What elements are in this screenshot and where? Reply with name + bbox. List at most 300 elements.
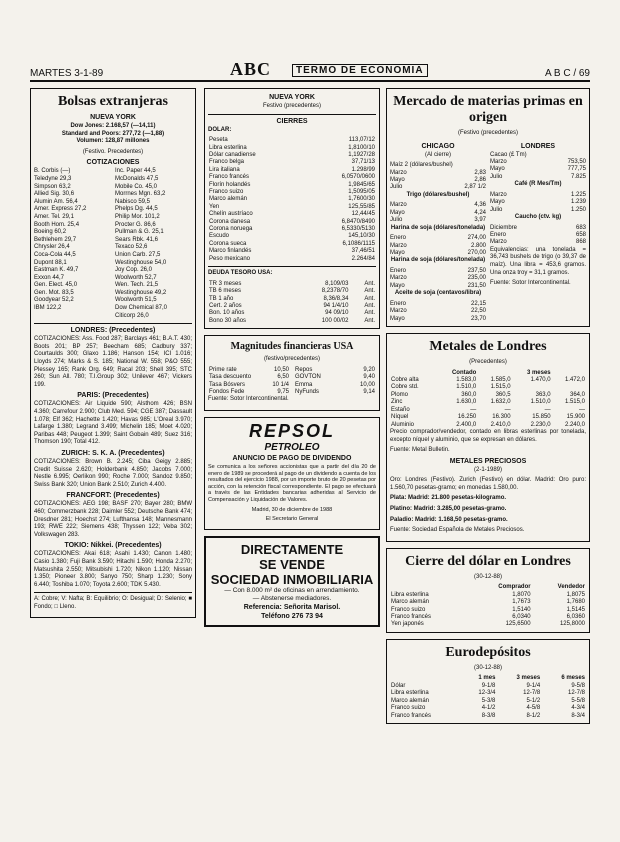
table-row [390,414,586,421]
real-estate-ad [204,536,380,627]
quote-line: Philip Mor. 101,2 [115,213,160,220]
table-cell: 37,71/13 [351,159,375,166]
column-header: Vendedor [557,584,585,591]
price-cell: Diciembre [490,224,518,231]
price-cell: Mayo [490,199,505,206]
table-cell: Marco alemán [391,599,430,606]
table-cell: Emma [295,381,313,388]
price-cell: Maíz 2 (dólares/bushel) [390,162,453,169]
table-row [208,167,376,174]
quote-line: Morrnes Mgn. 63,2 [115,191,166,198]
table-row [390,384,586,391]
table-cell: Fondos Fede [209,388,245,395]
mag-source: Fuente: Sotor Intercontinental. [208,396,289,403]
table-row [208,310,376,317]
table-cell: 1.515,0 [490,384,511,391]
harina2-heading: Harina de soja (dólares/tonelada) [390,257,486,264]
metals-table [390,370,586,429]
table-cell: Tasa descuento [209,374,252,381]
price-row [490,239,586,246]
price-cell: Mayo [390,177,405,183]
price-cell: 4,36 [474,202,486,209]
table-cell: 8,109/03 [325,280,349,287]
ny-quotes-right [115,168,192,320]
table-cell: 2.240,0 [564,421,585,428]
table-row [390,399,586,406]
price-cell: Marzo [490,159,507,165]
table-cell: Cert. 2 años [209,302,242,309]
table-cell: 8-3/8 [481,712,496,719]
table-cell: — [544,406,551,413]
precious-date: (2-1-1989) [473,466,502,473]
table-row [208,233,376,240]
chicago-heading: CHICAGO [421,142,455,150]
table-row [390,407,586,414]
table-header [390,370,586,377]
table-cell: 12-7/8 [523,690,541,697]
table-cell: Chelín austríaco [209,211,253,218]
price-row [390,184,486,191]
dollar-table [208,137,376,263]
quote-line: Union Carb. 27,5 [115,251,161,258]
table-cell: Estaño [391,406,410,413]
chicago-sub: (Al cierre) [424,151,451,158]
quote-line: Amer. Tel. 29,1 [34,213,74,220]
price-row [490,207,586,214]
table-cell: 1,7600/30 [348,196,375,203]
dolar-label: DOLAR: [208,126,232,133]
column-header [390,675,463,682]
price-row [390,202,486,209]
harina-heading: Harina de soja (dólares/tonelada) [390,224,486,231]
table-row [208,241,376,248]
table-cell: — [504,406,511,413]
column-header [390,370,436,377]
london-heading: LONDRES: (Precedentes) [70,327,156,335]
table-cell: 5-1/2 [526,697,541,704]
table-cell: Franco suizo [391,705,426,712]
price-cell: Marzo [390,242,407,249]
commodities-box [386,88,590,327]
paris-heading: PARIS: (Precedentes) [77,392,149,400]
caucho-rows [490,225,586,247]
table-cell: 15.850 [532,414,551,421]
price-cell: 237,50 [467,268,486,275]
dollar-close-box [386,548,590,633]
table-cell: Marco alemán [391,697,430,704]
price-cell: 2.800 [470,242,486,249]
table-cell: 2.400,0 [456,421,477,428]
table-header [390,584,586,591]
column-header: 1 mes [478,675,496,682]
dividend-heading: ANUNCIO DE PAGO DE DIVIDENDO [232,454,352,462]
table-row [208,248,376,255]
price-row [490,159,586,166]
table-row [294,382,376,389]
us-magnitudes-sub: (festivo/precedentes) [263,356,321,363]
quote-line: Woolworth 51,5 [115,297,157,304]
table-cell: 145,10/30 [348,233,375,240]
price-row [390,210,486,217]
quote-line: Joy Cop. 26,0 [115,267,153,274]
table-row [390,377,586,384]
price-cell: 2,87 1/2 [464,184,486,191]
price-cell: Julio [490,173,503,180]
price-cell: Marzo [490,239,507,246]
quote-line: Wen. Tech. 21,5 [115,282,159,289]
table-cell: 1.632,0 [490,399,511,406]
table-row [208,174,376,181]
dividend-date: Madrid, 30 de diciembre de 1988 [251,506,333,513]
table-cell: 1.510,0 [530,399,551,406]
metals-sub: (Precedentes) [469,359,507,366]
price-row [490,225,586,232]
ny2-sub: Festivo (precedentes) [262,103,322,109]
table-cell: 5-3/8 [481,697,496,704]
table-cell: 10 1/4 [272,381,289,388]
table-cell [512,384,552,391]
table-cell: 4-1/2 [481,705,496,712]
table-cell: 37,46/51 [351,248,375,255]
equivalences-note: Equivalencias: una tonelada = 36,743 bushels de trigo (o 39,37 de maíz). Una libra = 453,6 gramos. Una onza troy = 31,1 gramos. [490,246,586,276]
page-number: A B C / 69 [544,68,590,79]
table-row [208,281,376,288]
table-cell: 2.230,0 [530,421,551,428]
table-cell: NyFunds [295,388,320,395]
trigo-rows [390,202,486,224]
price-cell: Marzo [490,191,507,198]
table-row [208,189,376,196]
price-row [390,268,486,275]
dow-jones: Dow Jones: 2.168,57 (—14,11) [70,123,156,129]
tokyo-heading: TOKIO: Nikkei. (Precedentes) [64,542,162,550]
table-row [294,389,376,396]
price-row [490,174,586,181]
table-row [208,159,376,166]
commodities-source: Fuente: Sotor Intercontinental. [490,280,571,287]
quote-line: Inc. Paper 44,5 [115,168,156,175]
table-cell: 9,20 [363,366,375,373]
table-cell: Franco francés [391,614,432,621]
dollar-close-table [390,584,586,628]
table-cell: 2.264/84 [351,255,375,262]
legend-text: A: Cobre; V: Nafta; B: Equilibrio; O: Desigual; D: Selenio; ■ Fondo; □ Lleno. [34,596,192,610]
cierres-heading: CIERRES [276,117,308,125]
table-cell: Dólar [391,682,406,689]
table-cell: GOVTON [295,374,321,381]
paris-text: COTIZACIONES: Air Liquide 590; Alsthom 426; BSN 4.360; Carrefour 2.900; Club Med. 594; CGE 387; Dassault 1.078; Elf 362; Hachette 1.420; Havas 985; L'Oreal 3.970; Lafarge 1.380; Legrand 3.499; Michelin 185; Moet 4.020; Paribas 448; Peugeot 1.399; Saint Gobain 489; Suez 316; Thomson 190; Total 412. [34,401,192,446]
zurich-heading: ZURICH: S. K. A. (Precedentes) [61,449,165,457]
quote-line: Westinghouse 54,0 [115,259,167,266]
table-cell: Cobre alta [391,377,419,384]
price-cell: Mayo [390,315,405,322]
caucho-heading: Caucho (ctv. kg) [514,214,562,221]
table-cell: Libra esterlina [391,591,429,598]
table-cell: 1.630,0 [456,399,477,406]
price-row [390,308,486,315]
table-cell: 9,40 [363,374,375,381]
table-row [208,145,376,152]
price-cell: Marzo [390,169,407,176]
table-cell: TB 1 año [209,295,234,302]
table-cell: Escudo [209,233,230,240]
quote-line: Westinghouse 49,2 [115,289,167,296]
table-cell: 8-1/2 [526,712,541,719]
table-cell: Aluminio [391,421,415,428]
table-cell [552,384,586,391]
table-row [208,318,376,325]
ad-line-3: SOCIEDAD INMOBILIARIA [210,571,374,587]
foreign-markets-title: Bolsas extranjeras [57,94,169,109]
cafe-heading: Café (R Mes/Tm) [514,181,562,188]
table-cell: Cobre std. [391,384,419,391]
table-cell: Franco suizo [391,606,426,613]
price-row [490,152,586,159]
table-cell: 6,0340 [512,614,531,621]
table-cell: Peseta [209,137,228,144]
table-row [390,690,586,697]
ny-festive-note: (Festivo. Precedentes) [82,148,144,155]
table-cell: 125,6500 [505,621,531,628]
metals-note: Precio comprador/vendedor, contado en libras esterlinas por tonelada, excepto níquel y aluminio, que se expresan en dólares. [390,428,586,443]
table-cell: Ant. [364,302,375,309]
quote-line: Procter G. 86,6 [115,221,156,228]
table-row [294,367,376,374]
table-cell: 125,8000 [559,621,585,628]
table-cell: 100 00/02 [321,317,349,324]
issue-date: MARTES 3-1-89 [30,68,104,79]
eurodeposits-box [386,639,590,724]
ny-indices [34,123,192,146]
ad-reference: Referencia: Señorita Marisol. [243,603,341,611]
ad-line-1: DIRECTAMENTE [240,541,344,557]
table-cell: 16.300 [492,414,511,421]
column-commodities [386,88,590,730]
quote-line: Chrysler 26,4 [34,244,70,251]
table-row [390,607,586,614]
table-row [208,182,376,189]
table-cell: 5-5/8 [571,697,585,704]
londres-heading: LONDRES [520,142,556,150]
quote-line: Mobile Co. 45,0 [115,183,158,190]
price-cell: Enero [390,300,407,307]
table-row [390,713,586,720]
repsol-notice [204,417,380,530]
table-row [390,683,586,690]
price-cell: Marzo [390,308,407,315]
quote-line: Phelps Dg. 44,5 [115,206,158,213]
price-cell: 2,83 [474,169,486,176]
quote-line: Goodyear 52,2 [34,297,74,304]
foreign-markets-box [30,88,196,618]
table-cell: Tasa Bósvers [209,381,246,388]
price-row [390,301,486,308]
palladium-text: Paladio: Madrid: 1.168,50 pesetas-gramo. [390,516,508,523]
table-cell: Repos [295,366,313,373]
table-cell: 1.472,0 [564,377,585,384]
quote-line: Woolworth 52,7 [115,274,157,281]
table-row [208,382,290,389]
ny2-heading: NUEVA YORK [269,94,315,101]
price-cell: 753,50 [567,159,586,165]
quote-line: Teledyne 29,3 [34,175,72,182]
quotes-heading: COTIZACIONES [86,159,140,167]
price-row [390,177,486,184]
table-cell: 1,5140 [512,606,531,613]
column-header: 3 meses [526,369,551,376]
table-cell: Corona danesa [209,218,251,225]
table-cell: 360,0 [461,391,477,398]
table-cell: Libra esterlina [209,144,247,151]
table-cell: 1.585,0 [490,377,511,384]
trigo-heading: Trigo (dólares/bushel) [406,191,470,198]
table-cell: 6,1086/1115 [342,240,375,247]
ad-line-2: SE VENDE [259,556,325,572]
table-cell: 6,50 [277,374,289,381]
dividend-text: Se comunica a los señores accionistas que a partir del día 20 de enero de 1989 se procederá al pago de un dividendo a cuenta de los resultados del ejercicio 1988, por un importe bruto de 20 pesetas por acción, con la retención fiscal correspondiente. El pago se efectuará a través de las Entidades bancarias adheridas al Servicio de Compensación y Liquidación de Valores. [208,463,376,503]
table-row [208,152,376,159]
table-cell: 94 09/10 [325,310,349,317]
platinum-text: Platino: Madrid: 3.285,00 pesetas-gramo. [390,506,507,513]
table-row [208,196,376,203]
ad-item-2: — Abstenerse mediadores. [252,594,332,602]
price-cell: Marzo [390,202,407,209]
table-cell: Plomo [391,391,409,398]
price-cell: Julio [390,184,403,191]
table-cell: 8,2378/70 [321,288,349,295]
table-cell: 6,5330/5130 [341,226,375,233]
table-cell: Franco francés [391,712,432,719]
table-cell: 16.250 [457,414,477,421]
quote-line: Alumin Am. 56,4 [34,198,78,205]
table-cell: Franco francés [209,174,250,181]
table-row [208,211,376,218]
section-name: TERMO DE ECONOMIA [292,64,428,77]
table-cell: 1.515,0 [564,399,585,406]
table-row [390,705,586,712]
quote-line: Nabisco 59,5 [115,198,151,205]
table-cell: 4-5/8 [526,705,541,712]
ny-heading: NUEVA YORK [90,114,136,121]
table-cell: — [470,406,477,413]
table-cell: Marco finlandés [209,248,252,255]
price-cell: Marzo [390,275,407,282]
quote-line: Pullman & G. 25,1 [115,229,164,236]
deuda-heading: DEUDA TESORO USA: [208,270,273,277]
londres-rows [490,152,586,182]
price-cell: 1.225 [570,191,586,198]
column-header: 6 meses [561,675,585,682]
table-cell: Ant. [364,310,375,317]
price-row [390,316,486,323]
quote-line: Bethlehem 29,7 [34,236,77,243]
table-cell: 6,0570/0600 [341,174,375,181]
table-cell: 1,5095/05 [348,189,375,196]
price-cell: 23,70 [470,315,486,322]
table-cell: Peso mexicano [209,255,251,262]
table-cell: — [579,406,585,413]
table-cell: 1,7673 [512,599,531,606]
quote-line: Dow Chemical 87,0 [115,305,168,312]
commodities-sub: (Festivo (precedentes) [457,130,519,136]
table-cell: Ant. [364,280,375,287]
table-cell: 8-3/4 [571,712,585,719]
price-cell: 231,50 [467,282,486,289]
table-cell: 15.900 [566,414,585,421]
quote-line: Texaco 52,6 [115,244,148,251]
table-cell: Níquel [391,414,409,421]
price-cell: Julio [490,206,503,213]
table-cell: Ant. [364,295,375,302]
table-row [390,698,586,705]
table-row [390,392,586,399]
table-row [208,219,376,226]
table-cell: 12-3/4 [478,690,496,697]
price-row [390,243,486,250]
silver-text: Plata: Madrid: 21.800 pesetas-kilogramo. [390,495,507,502]
table-row [390,422,586,429]
newspaper-logo: ABC [230,59,272,79]
table-cell: 2.410,0 [490,421,511,428]
table-row [390,592,586,599]
us-magnitudes-box [204,335,380,411]
price-cell: Mayo [390,209,405,216]
table-cell: Franco suizo [209,189,244,196]
table-cell: Lira italiana [209,166,240,173]
table-row [390,614,586,621]
table-cell: Yen [209,203,220,210]
price-row [490,232,586,239]
table-cell: 12-7/8 [567,690,585,697]
standard-poors: Standard and Poors: 277,72 (—1,88) [61,130,165,137]
table-row [208,367,290,374]
price-cell: 1.250 [570,206,586,213]
mag-left-table [208,367,290,397]
gold-text: Oro: Londres (Festivo). Zurich (Festivo) en dólar. Madrid: Oro puro: 1.560,70 pesetas-gramo; en monedas 1.580,00. [390,477,586,491]
table-cell: 10,50 [273,366,289,373]
table-row [208,256,376,263]
table-cell: 6,8470/8490 [341,218,375,225]
price-cell: 235,00 [467,275,486,282]
table-cell: 360,5 [495,391,511,398]
price-cell: 868 [575,239,586,246]
precious-heading: METALES PRECIOSOS [449,457,527,465]
eurodeposits-date: (30-12-88) [473,664,502,671]
table-cell: 1,5145 [566,606,585,613]
column-header [477,370,511,377]
table-cell: 9,75 [277,388,289,395]
table-cell: TR 3 meses [209,280,242,287]
quote-line: Eastman K. 49,7 [34,267,79,274]
quote-line: Citicorp 26,0 [115,312,149,319]
table-row [390,599,586,606]
price-cell: 270,00 [467,250,486,257]
price-row [390,217,486,224]
table-row [208,303,376,310]
price-cell: Mayo [390,282,405,289]
metals-title: Metales de Londres [429,339,547,355]
column-header: 3 meses [516,675,541,682]
column-header [552,370,586,377]
quote-line: IBM 122,2 [34,305,62,312]
table-cell: 1.298/99 [351,166,375,173]
precious-source: Fuente: Sociedad Española de Metales Preciosos. [390,527,525,534]
quote-line: B. Corbis (—) [34,168,71,175]
table-cell: Franco belga [209,159,245,166]
harina-rows [390,235,486,257]
table-cell: Dólar canadiense [209,152,256,158]
price-row [390,235,486,242]
